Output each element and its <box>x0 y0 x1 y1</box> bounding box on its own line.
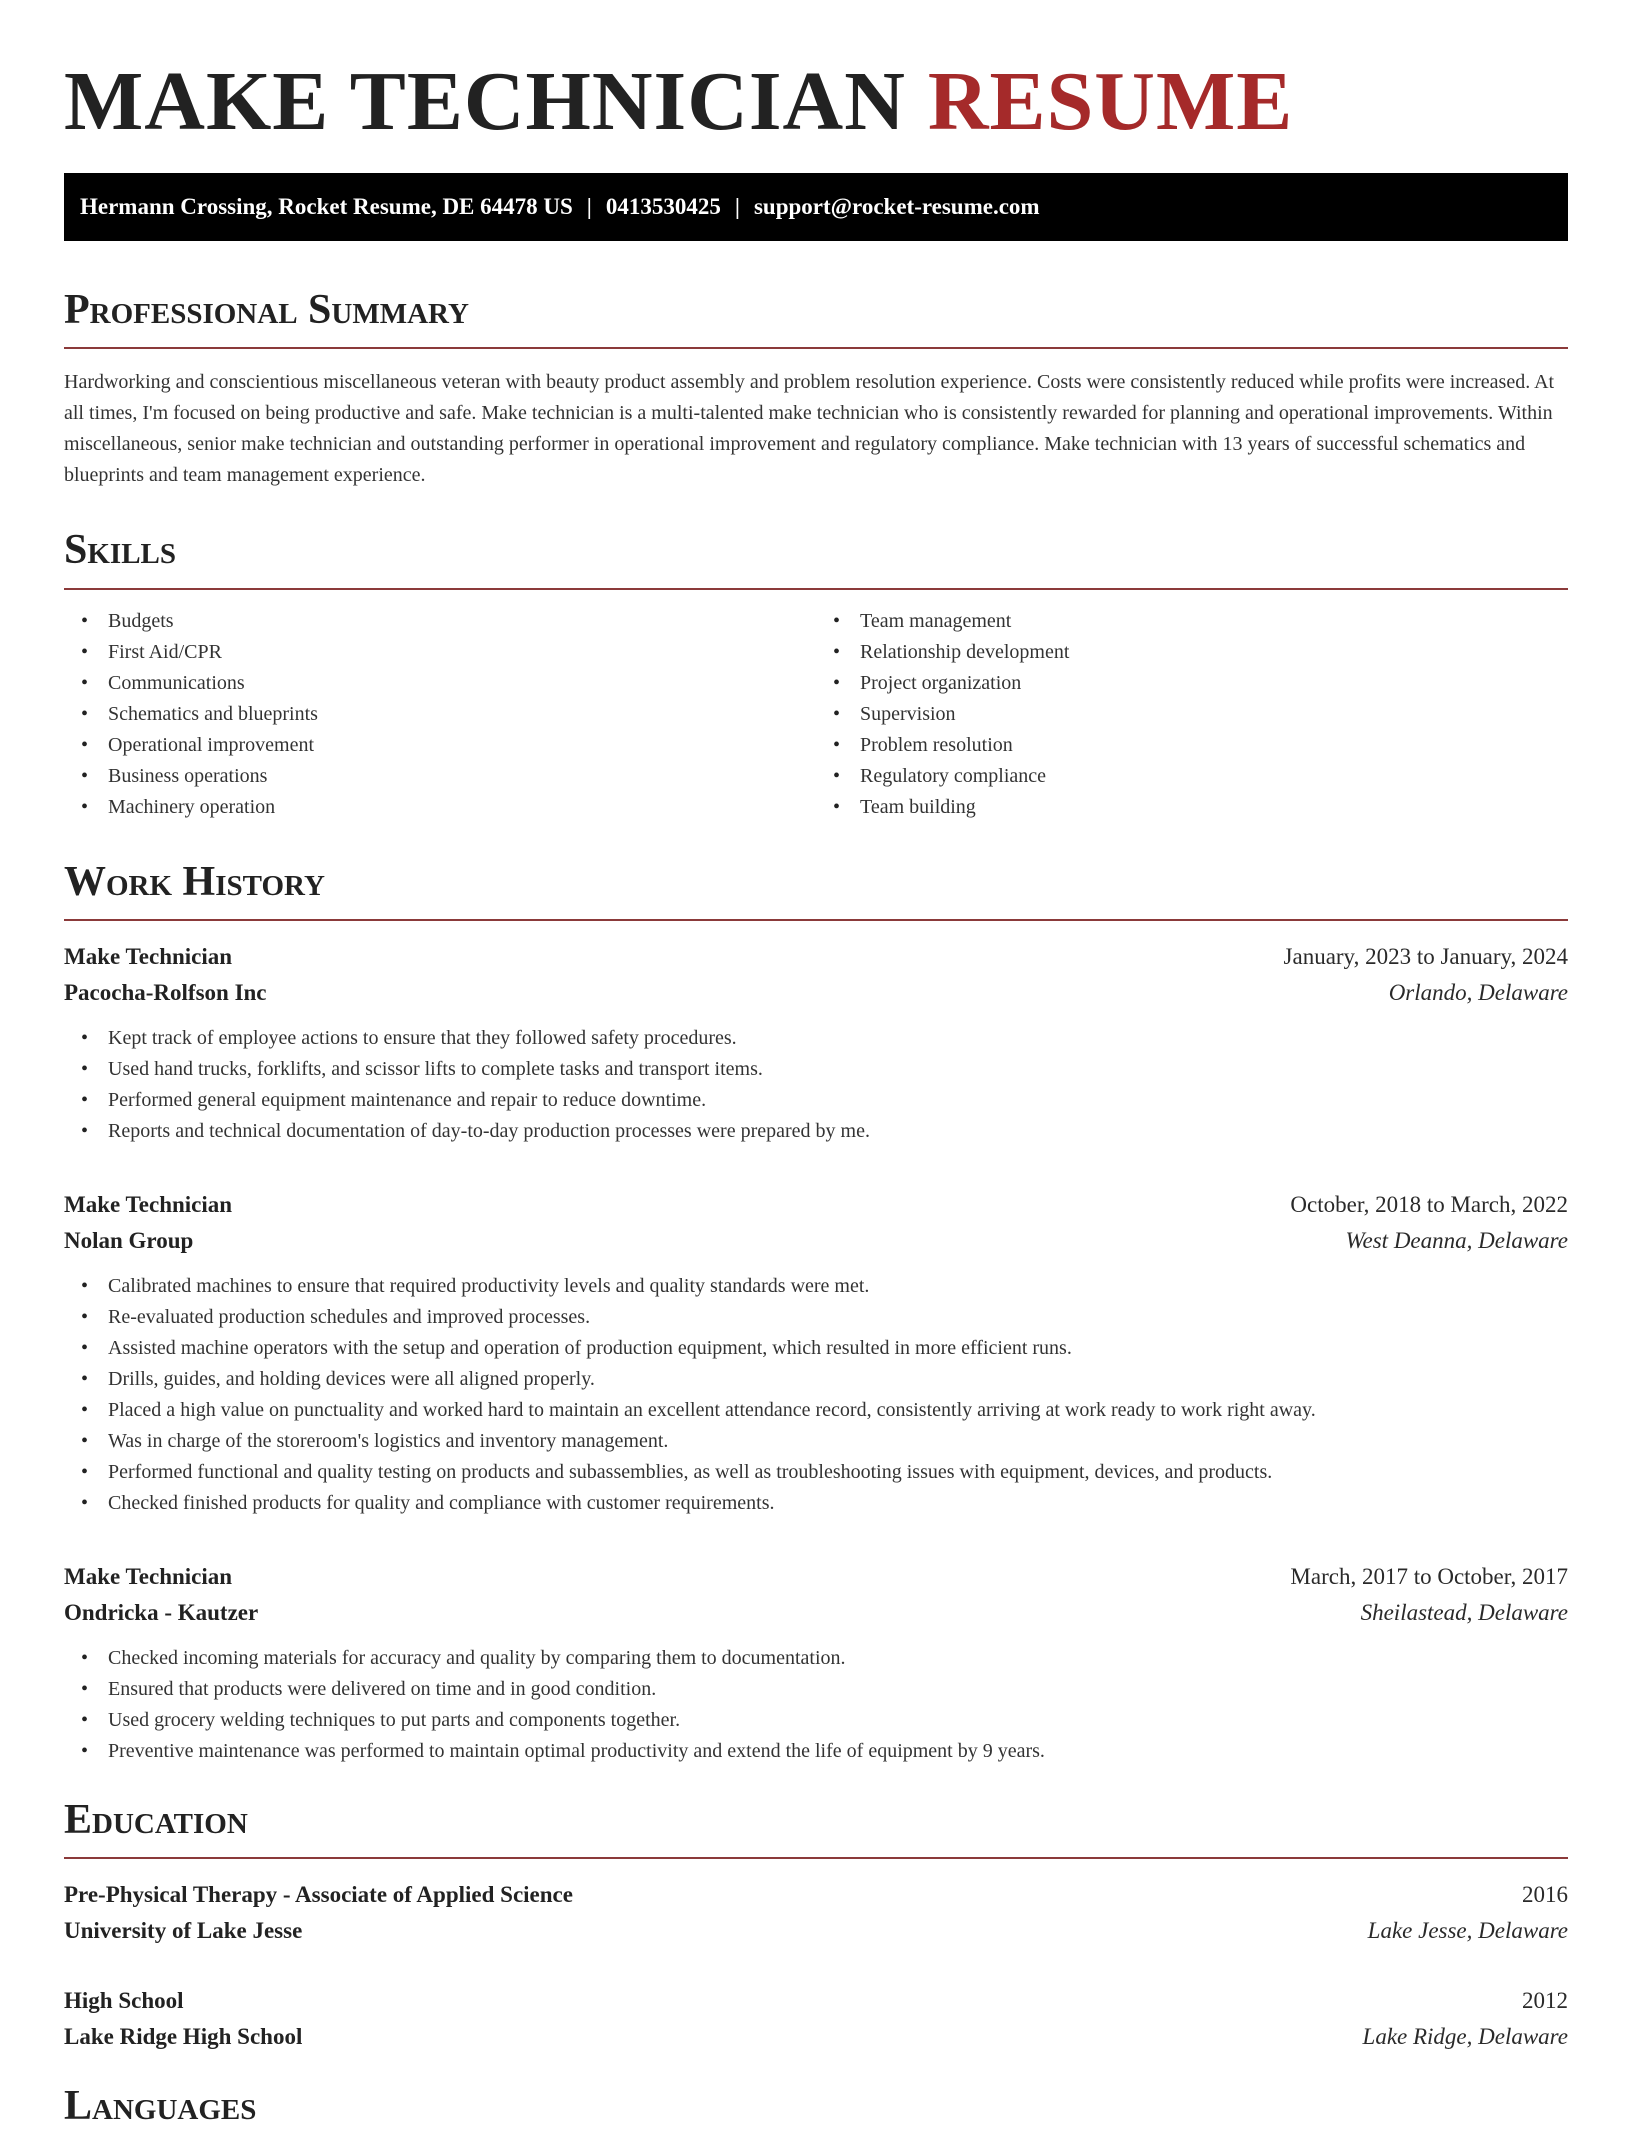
job-dates: January, 2023 to January, 2024 <box>1283 943 1568 969</box>
skill-item: • Team building <box>860 792 1568 823</box>
job-company: Pacocha-Rolfson Inc <box>64 979 267 1005</box>
contact-separator: | <box>734 193 740 219</box>
section-heading-languages: Languages <box>64 2083 257 2130</box>
skill-item: • Relationship development <box>860 637 1568 668</box>
job-dates: March, 2017 to October, 2017 <box>1290 1563 1568 1589</box>
languages-section <box>64 2081 1568 2143</box>
job-bullets <box>64 1271 1568 1519</box>
section-heading-work: Work History <box>64 857 1568 921</box>
job-title: Make Technician <box>64 943 233 969</box>
edu-degree: High School <box>64 1988 184 2014</box>
job-bullet: • Checked incoming materials for accuracy and quality by comparing them to documentation. <box>108 1643 1568 1674</box>
skill-item: • Machinery operation <box>108 792 816 823</box>
edu-school: University of Lake Jesse <box>64 1918 303 1944</box>
skill-item: • Project organization <box>860 668 1568 699</box>
summary-section <box>64 285 1568 491</box>
skill-item: • Communications <box>108 668 816 699</box>
skill-item: • First Aid/CPR <box>108 637 816 668</box>
edu-school: Lake Ridge High School <box>64 2024 303 2050</box>
education-entry <box>64 1877 1568 1949</box>
job-bullets <box>64 1023 1568 1147</box>
contact-phone: 0413530425 <box>605 193 721 219</box>
job-bullet: • Drills, guides, and holding devices were all aligned properly. <box>108 1364 1568 1395</box>
skill-item: • Budgets <box>108 606 816 637</box>
contact-email: support@rocket-resume.com <box>753 193 1040 219</box>
edu-year: 2016 <box>1522 1882 1568 1908</box>
skill-item: • Schematics and blueprints <box>108 699 816 730</box>
job-location: Orlando, Delaware <box>1388 979 1568 1005</box>
skill-item: • Business operations <box>108 761 816 792</box>
title-accent: RESUME <box>927 55 1294 148</box>
job-bullet: • Kept track of employee actions to ensure that they followed safety procedures. <box>108 1023 1568 1054</box>
section-heading-education: Education <box>64 1795 1568 1859</box>
job-bullet: • Used hand trucks, forklifts, and scissor lifts to complete tasks and transport items. <box>108 1054 1568 1085</box>
skills-grid <box>64 606 1568 823</box>
skill-item: • Problem resolution <box>860 730 1568 761</box>
edu-degree: Pre-Physical Therapy - Associate of Applied Science <box>64 1882 573 1908</box>
edu-location: Lake Ridge, Delaware <box>1362 2024 1568 2050</box>
skills-list-left <box>64 606 816 823</box>
work-history-section <box>64 857 1568 1767</box>
skills-section <box>64 525 1568 822</box>
job-bullet: • Placed a high value on punctuality and worked hard to maintain an excellent attendance record, consistently arriving at work ready to work right away. <box>108 1395 1568 1426</box>
job-company: Ondricka - Kautzer <box>64 1599 259 1625</box>
job-bullet: • Calibrated machines to ensure that required productivity levels and quality standards were met. <box>108 1271 1568 1302</box>
title-main: MAKE TECHNICIAN <box>64 55 906 148</box>
resume-title <box>64 0 1568 153</box>
skill-item: • Supervision <box>860 699 1568 730</box>
job-bullet: • Ensured that products were delivered on time and in good condition. <box>108 1674 1568 1705</box>
job-company: Nolan Group <box>64 1227 194 1253</box>
skill-item: • Team management <box>860 606 1568 637</box>
skills-list-right <box>816 606 1568 823</box>
section-heading-summary: Professional Summary <box>64 285 1568 349</box>
job-bullet: • Performed functional and quality testing on products and subassemblies, as well as troubleshooting issues with equipment, devices, and products. <box>108 1457 1568 1488</box>
job-bullet: • Preventive maintenance was performed to maintain optimal productivity and extend the life of equipment by 9 years. <box>108 1736 1568 1767</box>
skill-item: • Regulatory compliance <box>860 761 1568 792</box>
job-dates: October, 2018 to March, 2022 <box>1290 1191 1568 1217</box>
job-bullet: • Performed general equipment maintenance and repair to reduce downtime. <box>108 1085 1568 1116</box>
job-entry <box>64 939 1568 1147</box>
job-entry <box>64 1187 1568 1519</box>
education-section <box>64 1795 1568 2055</box>
job-entry <box>64 1559 1568 1767</box>
job-bullet: • Reports and technical documentation of day-to-day production processes were prepared by me. <box>108 1116 1568 1147</box>
job-title: Make Technician <box>64 1563 233 1589</box>
job-title: Make Technician <box>64 1191 233 1217</box>
contact-separator: | <box>586 193 592 219</box>
job-bullet: • Used grocery welding techniques to put parts and components together. <box>108 1705 1568 1736</box>
contact-bar <box>64 173 1568 241</box>
job-bullet: • Assisted machine operators with the setup and operation of production equipment, which resulted in more efficient runs. <box>108 1333 1568 1364</box>
job-bullet: • Re-evaluated production schedules and improved processes. <box>108 1302 1568 1333</box>
summary-text: Hardworking and conscientious miscellaneous veteran with beauty product assembly and problem resolution experience. Costs were consistently reduced while profits were increased. At all times, I'm focused on being productive and safe. Make technician is a multi-talented make technician who is consistently rewarded for planning and operational improvements. Within miscellaneous, senior make technician and outstanding performer in operational improvement and regulatory compliance. Make technician with 13 years of successful schematics and blueprints and team management experience. <box>64 371 1555 487</box>
job-location: Sheilastead, Delaware <box>1360 1599 1568 1625</box>
contact-address: Hermann Crossing, Rocket Resume, DE 64478 US <box>80 193 573 219</box>
job-bullet: • Was in charge of the storeroom's logistics and inventory management. <box>108 1426 1568 1457</box>
skill-item: • Operational improvement <box>108 730 816 761</box>
edu-year: 2012 <box>1522 1988 1568 2014</box>
job-bullets <box>64 1643 1568 1767</box>
section-heading-skills: Skills <box>64 525 1568 589</box>
education-entry <box>64 1983 1568 2055</box>
job-bullet: • Checked finished products for quality and compliance with customer requirements. <box>108 1488 1568 1519</box>
job-location: West Deanna, Delaware <box>1345 1227 1568 1253</box>
edu-location: Lake Jesse, Delaware <box>1367 1918 1568 1944</box>
